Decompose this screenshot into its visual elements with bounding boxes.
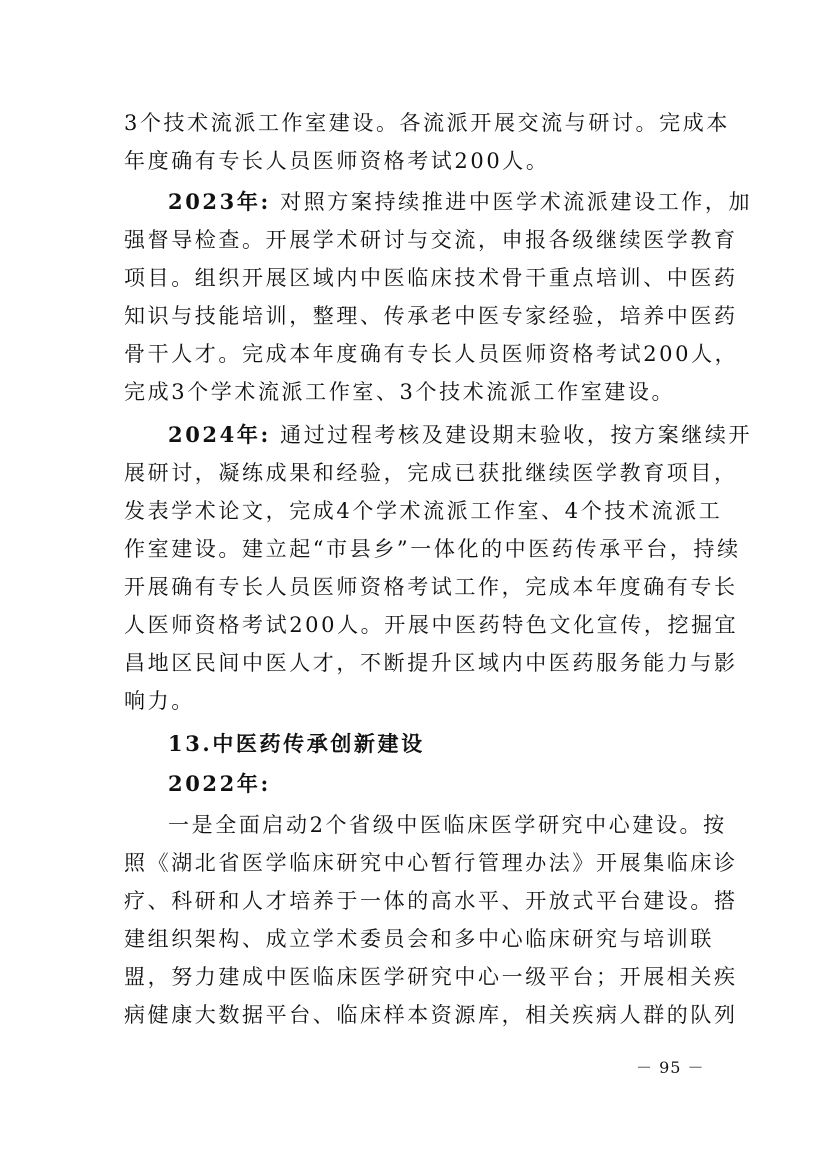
paragraph-line: 强督导检查。开展学术研讨与交流，申报各级继续医学教育: [124, 228, 738, 252]
paragraph-line: 展研讨，凝练成果和经验，完成已获批继续医学教育项目，: [124, 461, 738, 485]
paragraph-line: 项目。组织开展区域内中医临床技术骨干重点培训、中医药: [124, 266, 738, 290]
paragraph-line: 人医师资格考试200人。开展中医药特色文化宣传，挖掘宜: [124, 613, 739, 637]
paragraph-2023-text: 对照方案持续推进中医学术流派建设工作，加: [280, 190, 753, 214]
paragraph-line: 完成3个学术流派工作室、3个技术流派工作室建设。: [124, 380, 676, 404]
paragraph-line: 发表学术论文，完成4个学术流派工作室、4个技术流派工: [124, 499, 723, 523]
paragraph-line: 年度确有专长人员医师资格考试200人。: [124, 149, 550, 173]
paragraph-line: 作室建设。建立起“市县乡”一体化的中医药传承平台，持续: [124, 537, 741, 561]
paragraph-line: 疗、科研和人才培养于一体的高水平、开放式平台建设。搭: [124, 889, 738, 913]
paragraph-2024-first-line: [168, 416, 753, 454]
paragraph-line: 一是全面启动2个省级中医临床医学研究中心建设。按: [168, 813, 727, 837]
page-number: － 95 －: [636, 1058, 705, 1077]
paragraph-2023-first-line: [168, 183, 753, 221]
paragraph-line: 3个技术流派工作室建设。各流派开展交流与研讨。完成本: [124, 111, 730, 135]
paragraph-line: 照《湖北省医学临床研究中心暂行管理办法》开展集临床诊: [124, 851, 738, 875]
paragraph-line: 骨干人才。完成本年度确有专长人员医师资格考试200人，: [124, 342, 739, 366]
paragraph-line: 盟，努力建成中医临床医学研究中心一级平台；开展相关疾: [124, 965, 738, 989]
section-heading: 13.中医药传承创新建设: [168, 731, 425, 756]
paragraph-line: 响力。: [124, 689, 195, 713]
paragraph-line: 建组织架构、成立学术委员会和多中心临床研究与培训联: [124, 927, 714, 951]
year-2022-label: 2022年:: [168, 771, 271, 796]
paragraph-line: 知识与技能培训，整理、传承老中医专家经验，培养中医药: [124, 304, 738, 328]
paragraph-2024-text: 通过过程考核及建设期末验收，按方案继续开: [280, 423, 753, 447]
paragraph-line: 昌地区民间中医人才，不断提升区域内中医药服务能力与影: [124, 651, 738, 675]
year-2024-label: 2024年:: [168, 422, 271, 447]
year-2023-label: 2023年:: [168, 189, 271, 214]
paragraph-line: 开展确有专长人员医师资格考试工作，完成本年度确有专长: [124, 575, 738, 599]
paragraph-line: 病健康大数据平台、临床样本资源库，相关疾病人群的队列: [124, 1003, 738, 1027]
